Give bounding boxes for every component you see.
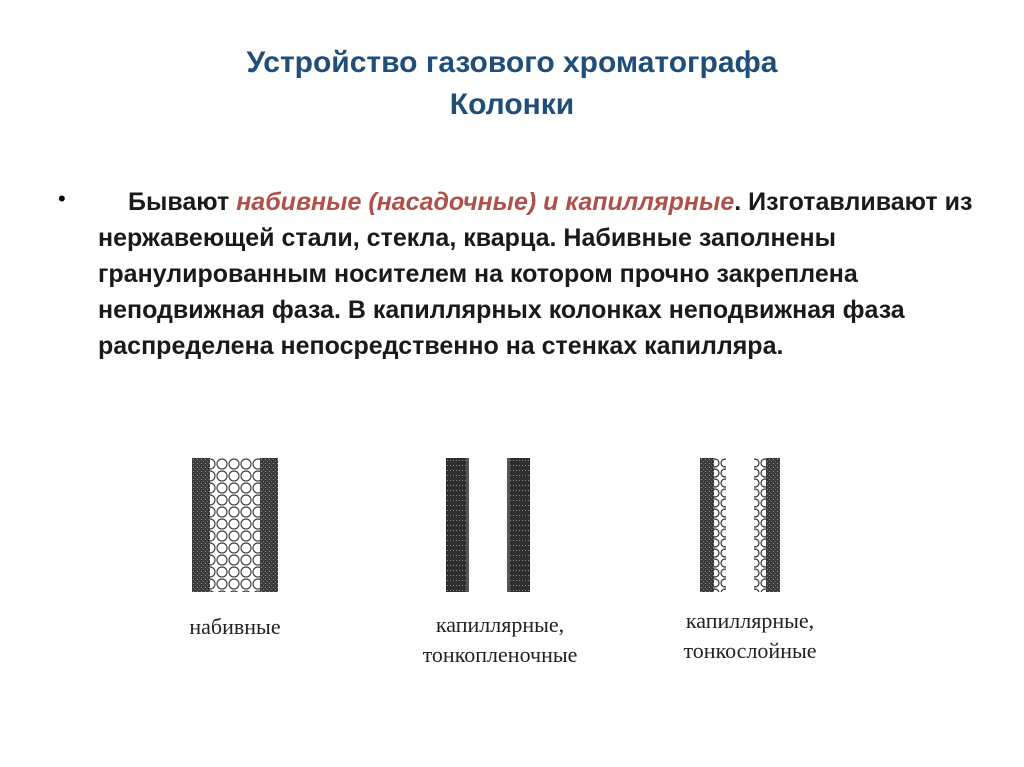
capillary-thin-film-diagram xyxy=(446,458,530,592)
bullet-marker: • xyxy=(58,186,66,211)
slide-title xyxy=(0,42,1024,126)
left-wall xyxy=(700,458,714,592)
right-wall xyxy=(510,458,530,592)
right-particle-layer xyxy=(754,458,766,592)
bullet-period: . xyxy=(734,188,742,216)
highlighted-column-types: набивные (насадочные) и капиллярные xyxy=(236,188,735,216)
packed-column-diagram xyxy=(192,458,278,592)
bullet-rest: Изготавливают из нержавеющей стали, стекла, кварца. Набивные заполнены гранулированным носителем на котором прочно закреплена неподвижная фаза. В капиллярных колонках неподвижная фаза распределена непосредственно на стенках капилляра. xyxy=(98,188,973,360)
granular-packing xyxy=(210,458,260,592)
left-particle-layer xyxy=(714,458,726,592)
left-wall xyxy=(446,458,466,592)
right-wall xyxy=(766,458,780,592)
left-wall xyxy=(192,458,210,592)
bullet-text xyxy=(98,184,978,364)
caption-capillary-thin-film: капиллярные, тонкопленочные xyxy=(422,612,578,667)
title-line-1: Устройство газового хроматографа xyxy=(246,46,778,79)
caption-capillary-thin-layer: капиллярные, тонкослойные xyxy=(683,608,817,663)
right-film xyxy=(507,458,510,592)
capillary-thin-layer-diagram xyxy=(700,458,780,592)
title-line-2: Колонки xyxy=(449,88,575,121)
bullet-intro: Бывают xyxy=(128,188,237,216)
caption-packed: набивные xyxy=(189,614,281,639)
right-wall xyxy=(260,458,278,592)
left-film xyxy=(466,458,469,592)
